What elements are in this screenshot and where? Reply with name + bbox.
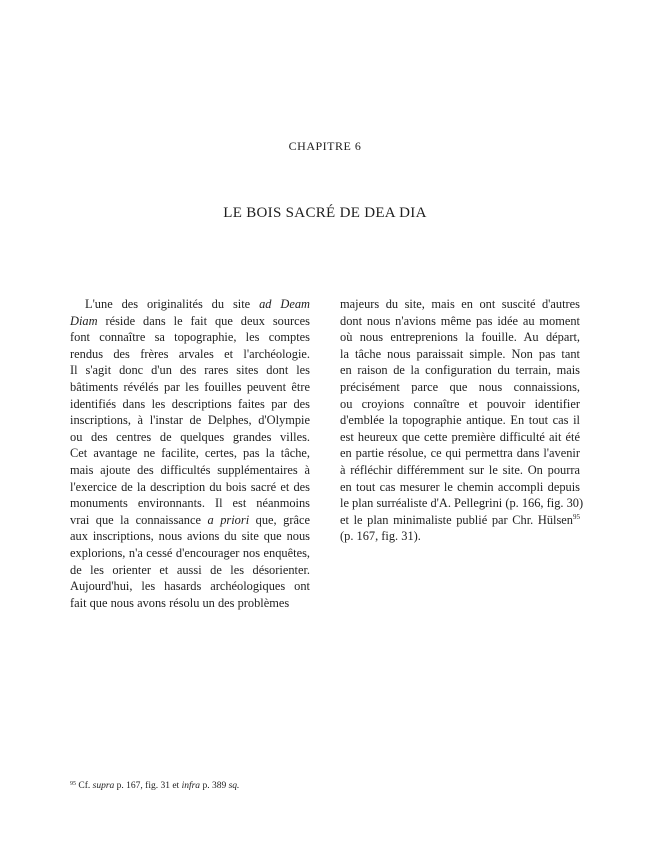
text-line xyxy=(70,578,310,595)
italic-text-run: Diam xyxy=(70,313,98,328)
text-column-left xyxy=(70,296,310,611)
text-run: et le plan minimaliste publié par Chr. Hülsen xyxy=(340,512,573,527)
text-line xyxy=(70,296,310,313)
italic-text-run: supra xyxy=(92,781,115,791)
text-line xyxy=(340,479,580,496)
text-run: p. 167, fig. 31 et xyxy=(114,781,182,791)
text-column-right xyxy=(340,296,584,545)
text-line xyxy=(340,396,580,413)
text-line xyxy=(70,495,310,512)
text-run: font connaître sa topographie, les comptes xyxy=(70,330,310,345)
text-line xyxy=(70,379,310,396)
text-run: Cf. xyxy=(76,781,93,791)
text-run: d'emblée la topographie antique. En tout cas il xyxy=(340,413,580,428)
text-run: bâtiments révélés par les fouilles peuvent être xyxy=(70,379,310,394)
text-run: à réfléchir différemment sur le site. On pourra xyxy=(340,462,580,477)
text-run: que, grâce xyxy=(249,512,310,527)
text-line xyxy=(70,479,310,496)
text-run: en raison de la configuration du terrain, mais xyxy=(340,363,580,378)
text-run: en partie résolue, ce qui permettra dans l'avenir xyxy=(340,446,580,461)
text-run: Aujourd'hui, les hasards archéologiques ont xyxy=(70,579,310,594)
text-run: Cet avantage ne facilite, certes, pas la tâche, xyxy=(70,446,310,461)
text-line xyxy=(340,329,580,346)
italic-text-run: sq. xyxy=(228,781,240,791)
text-line xyxy=(70,528,310,545)
text-run: p. 389 xyxy=(200,781,229,791)
text-run: est heureux que cette première difficulté ait été xyxy=(340,429,580,444)
text-line xyxy=(340,528,580,545)
footnote-number: 95 xyxy=(70,781,76,787)
text-run: monuments environnants. Il est néanmoins xyxy=(70,496,310,511)
text-run: fait que nous avons résolu un des problèmes xyxy=(70,595,290,610)
italic-text-run: a priori xyxy=(207,512,250,527)
text-line xyxy=(340,379,580,396)
text-run: Il s'agit donc d'un des rares sites dont les xyxy=(70,363,310,378)
text-line xyxy=(70,412,310,429)
text-line xyxy=(340,412,580,429)
text-line xyxy=(70,595,310,612)
text-run: inscriptions, à l'instar de Delphes, d'Olympie xyxy=(70,413,310,428)
text-run: en tout cas mesurer le chemin accompli depuis xyxy=(340,479,580,494)
text-run: le plan surréaliste d'A. Pellegrini (p. 166, fig. 30) xyxy=(340,496,584,511)
text-run: la tâche nous paraissait simple. Non pas tant xyxy=(340,346,580,361)
italic-text-run: ad Deam xyxy=(259,297,310,311)
footnote xyxy=(70,780,239,792)
text-line xyxy=(70,445,310,462)
text-line xyxy=(70,545,310,562)
text-line xyxy=(340,429,580,446)
text-run: ou croyions connaître et pouvoir identifier xyxy=(340,396,580,411)
text-run: vrai que la connaissance xyxy=(70,512,208,527)
text-line xyxy=(340,313,580,330)
chapter-label: CHAPITRE 6 xyxy=(288,139,362,153)
text-line xyxy=(340,462,580,479)
text-line xyxy=(340,296,580,313)
text-run: de les orienter et aussi de les désorienter. xyxy=(70,562,310,577)
text-line xyxy=(340,512,580,529)
text-line xyxy=(70,346,310,363)
text-line xyxy=(70,562,310,579)
text-line xyxy=(340,445,580,462)
text-line xyxy=(70,512,310,529)
text-run: aux inscriptions, nous avions du site que nous xyxy=(70,529,310,544)
text-line xyxy=(70,396,310,413)
text-run: explorions, n'a cessé d'encourager nos enquêtes, xyxy=(70,545,310,560)
text-line xyxy=(340,495,584,512)
text-run: mais ajoute des difficultés supplémentaires à xyxy=(70,462,310,477)
text-line xyxy=(70,329,310,346)
text-line xyxy=(340,362,580,379)
text-run: dont nous n'avions même pas idée au moment xyxy=(340,313,580,328)
footnote-reference: 95 xyxy=(573,512,580,521)
text-run: où nous entreprenions la fouille. Au départ, xyxy=(340,330,580,345)
chapter-title: LE BOIS SACRÉ DE DEA DIA xyxy=(223,205,427,221)
text-run: (p. 167, fig. 31). xyxy=(340,529,421,544)
text-run: réside dans le fait que deux sources xyxy=(97,313,310,328)
text-run: identifiés dans les descriptions faites par des xyxy=(70,396,310,411)
text-run: l'exercice de la description du bois sacré et des xyxy=(70,479,310,494)
text-line xyxy=(70,362,310,379)
text-run: ou des centres de quelques grandes villes. xyxy=(70,429,310,444)
text-run: majeurs du site, mais en ont suscité d'autres xyxy=(340,297,580,311)
text-run: L'une des originalités du site xyxy=(85,297,260,311)
text-line xyxy=(70,429,310,446)
text-run: précisément parce que nous connaissions, xyxy=(340,379,580,394)
text-line xyxy=(70,462,310,479)
text-run: rendus des frères arvales et l'archéologie. xyxy=(70,346,310,361)
italic-text-run: infra xyxy=(181,781,201,791)
text-line xyxy=(70,313,310,330)
text-line xyxy=(340,346,580,363)
